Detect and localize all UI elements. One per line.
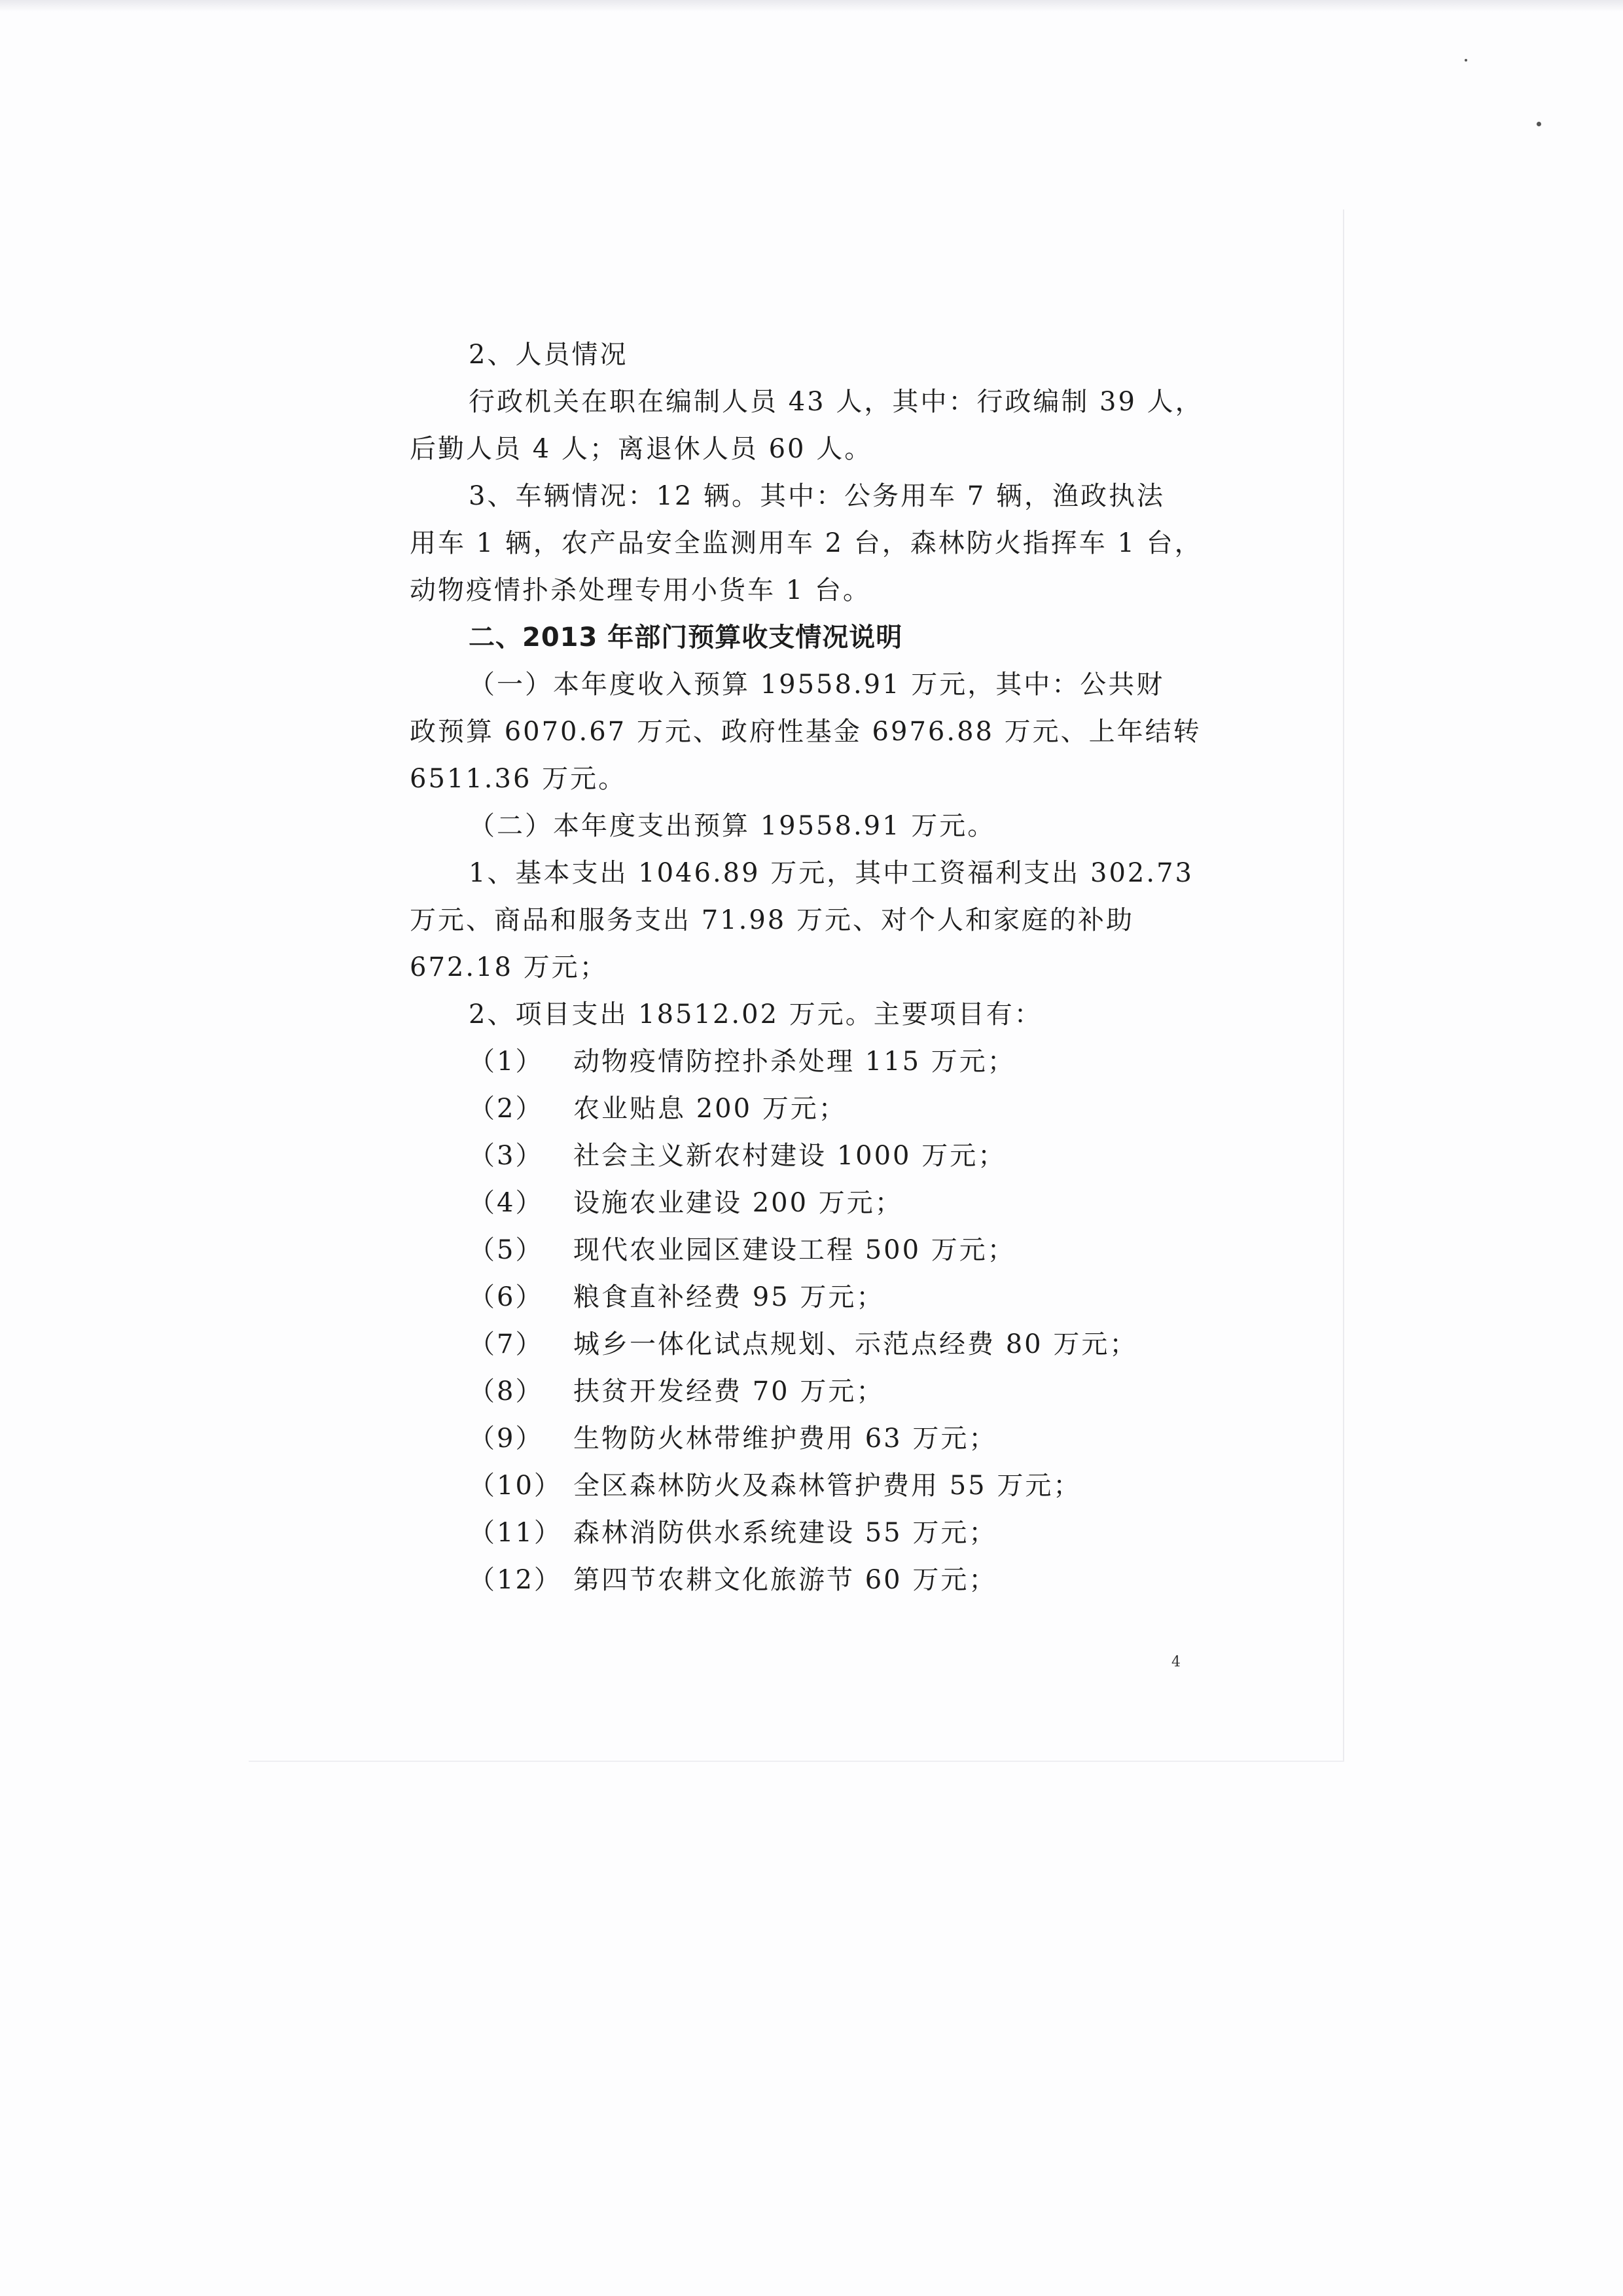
income-text: 政预算 6070.67 万元、政府性基金 6976.88 万元、上年结转 bbox=[410, 717, 1202, 747]
project-item bbox=[410, 1132, 1178, 1179]
project-item-number: （2） bbox=[469, 1094, 544, 1124]
project-item bbox=[410, 1368, 1178, 1415]
project-item bbox=[410, 1038, 1178, 1085]
personnel-heading: 2、人员情况 bbox=[469, 340, 628, 370]
project-item-text: 城乡一体化试点规划、示范点经费 80 万元； bbox=[573, 1329, 1138, 1359]
project-item-number: （10） bbox=[469, 1471, 562, 1501]
project-item-text: 生物防火林带维护费用 63 万元； bbox=[573, 1424, 997, 1454]
project-item-number: （4） bbox=[469, 1188, 544, 1218]
personnel-text: 后勤人员 4 人；离退休人员 60 人。 bbox=[410, 434, 873, 464]
project-item bbox=[410, 1179, 1178, 1227]
project-item-text: 动物疫情防控扑杀处理 115 万元； bbox=[573, 1047, 1016, 1077]
scan-speck bbox=[1537, 122, 1541, 126]
project-item-number: （3） bbox=[469, 1141, 544, 1171]
scan-page-edge-bottom bbox=[249, 1761, 1344, 1762]
basic-expense-text: 1、基本支出 1046.89 万元，其中工资福利支出 302.73 bbox=[469, 858, 1194, 888]
project-item bbox=[410, 1509, 1178, 1556]
basic-expense-text: 672.18 万元； bbox=[410, 952, 608, 982]
project-item-number: （6） bbox=[469, 1282, 544, 1312]
project-item bbox=[410, 1085, 1178, 1132]
personnel-text: 行政机关在职在编制人员 43 人，其中：行政编制 39 人， bbox=[469, 387, 1204, 417]
document-body bbox=[410, 331, 1204, 1604]
project-item bbox=[410, 1415, 1178, 1462]
section-heading: 二、2013 年部门预算收支情况说明 bbox=[469, 622, 903, 653]
income-text: 6511.36 万元。 bbox=[410, 764, 627, 794]
project-item bbox=[410, 1556, 1178, 1604]
scan-speck bbox=[1465, 59, 1467, 62]
project-item bbox=[410, 1227, 1178, 1274]
project-item-number: （11） bbox=[469, 1518, 562, 1548]
project-item-text: 粮食直补经费 95 万元； bbox=[573, 1282, 885, 1312]
project-item-text: 现代农业园区建设工程 500 万元； bbox=[573, 1235, 1016, 1265]
scan-top-band bbox=[0, 0, 1623, 12]
project-item-number: （5） bbox=[469, 1235, 544, 1265]
project-expense-text: 2、项目支出 18512.02 万元。主要项目有： bbox=[469, 999, 1043, 1030]
project-item bbox=[410, 1462, 1178, 1509]
project-item-number: （8） bbox=[469, 1376, 544, 1407]
project-item-text: 农业贴息 200 万元； bbox=[573, 1094, 847, 1124]
vehicles-text: 用车 1 辆，农产品安全监测用车 2 台，森林防火指挥车 1 台， bbox=[410, 528, 1203, 558]
project-item-number: （7） bbox=[469, 1329, 544, 1359]
project-item-text: 全区森林防火及森林管护费用 55 万元； bbox=[573, 1471, 1082, 1501]
project-item-text: 社会主义新农村建设 1000 万元； bbox=[573, 1141, 1007, 1171]
project-item-text: 设施农业建设 200 万元； bbox=[573, 1188, 903, 1218]
vehicles-text: 动物疫情扑杀处理专用小货车 1 台。 bbox=[410, 575, 871, 605]
project-item-text: 扶贫开发经费 70 万元； bbox=[573, 1376, 885, 1407]
project-item-number: （1） bbox=[469, 1047, 544, 1077]
page-number: 4 bbox=[1171, 1654, 1181, 1670]
income-text: （一）本年度收入预算 19558.91 万元，其中：公共财 bbox=[469, 670, 1165, 700]
project-item bbox=[410, 1321, 1178, 1368]
expense-total-text: （二）本年度支出预算 19558.91 万元。 bbox=[469, 811, 996, 841]
project-item-text: 第四节农耕文化旅游节 60 万元； bbox=[573, 1565, 997, 1595]
project-item-number: （12） bbox=[469, 1565, 562, 1595]
vehicles-text: 3、车辆情况：12 辆。其中：公务用车 7 辆，渔政执法 bbox=[469, 481, 1165, 511]
project-item-text: 森林消防供水系统建设 55 万元； bbox=[573, 1518, 997, 1548]
project-item-number: （9） bbox=[469, 1424, 544, 1454]
basic-expense-text: 万元、商品和服务支出 71.98 万元、对个人和家庭的补助 bbox=[410, 905, 1134, 935]
scan-page-edge-right bbox=[1343, 209, 1344, 1761]
project-item bbox=[410, 1274, 1178, 1321]
